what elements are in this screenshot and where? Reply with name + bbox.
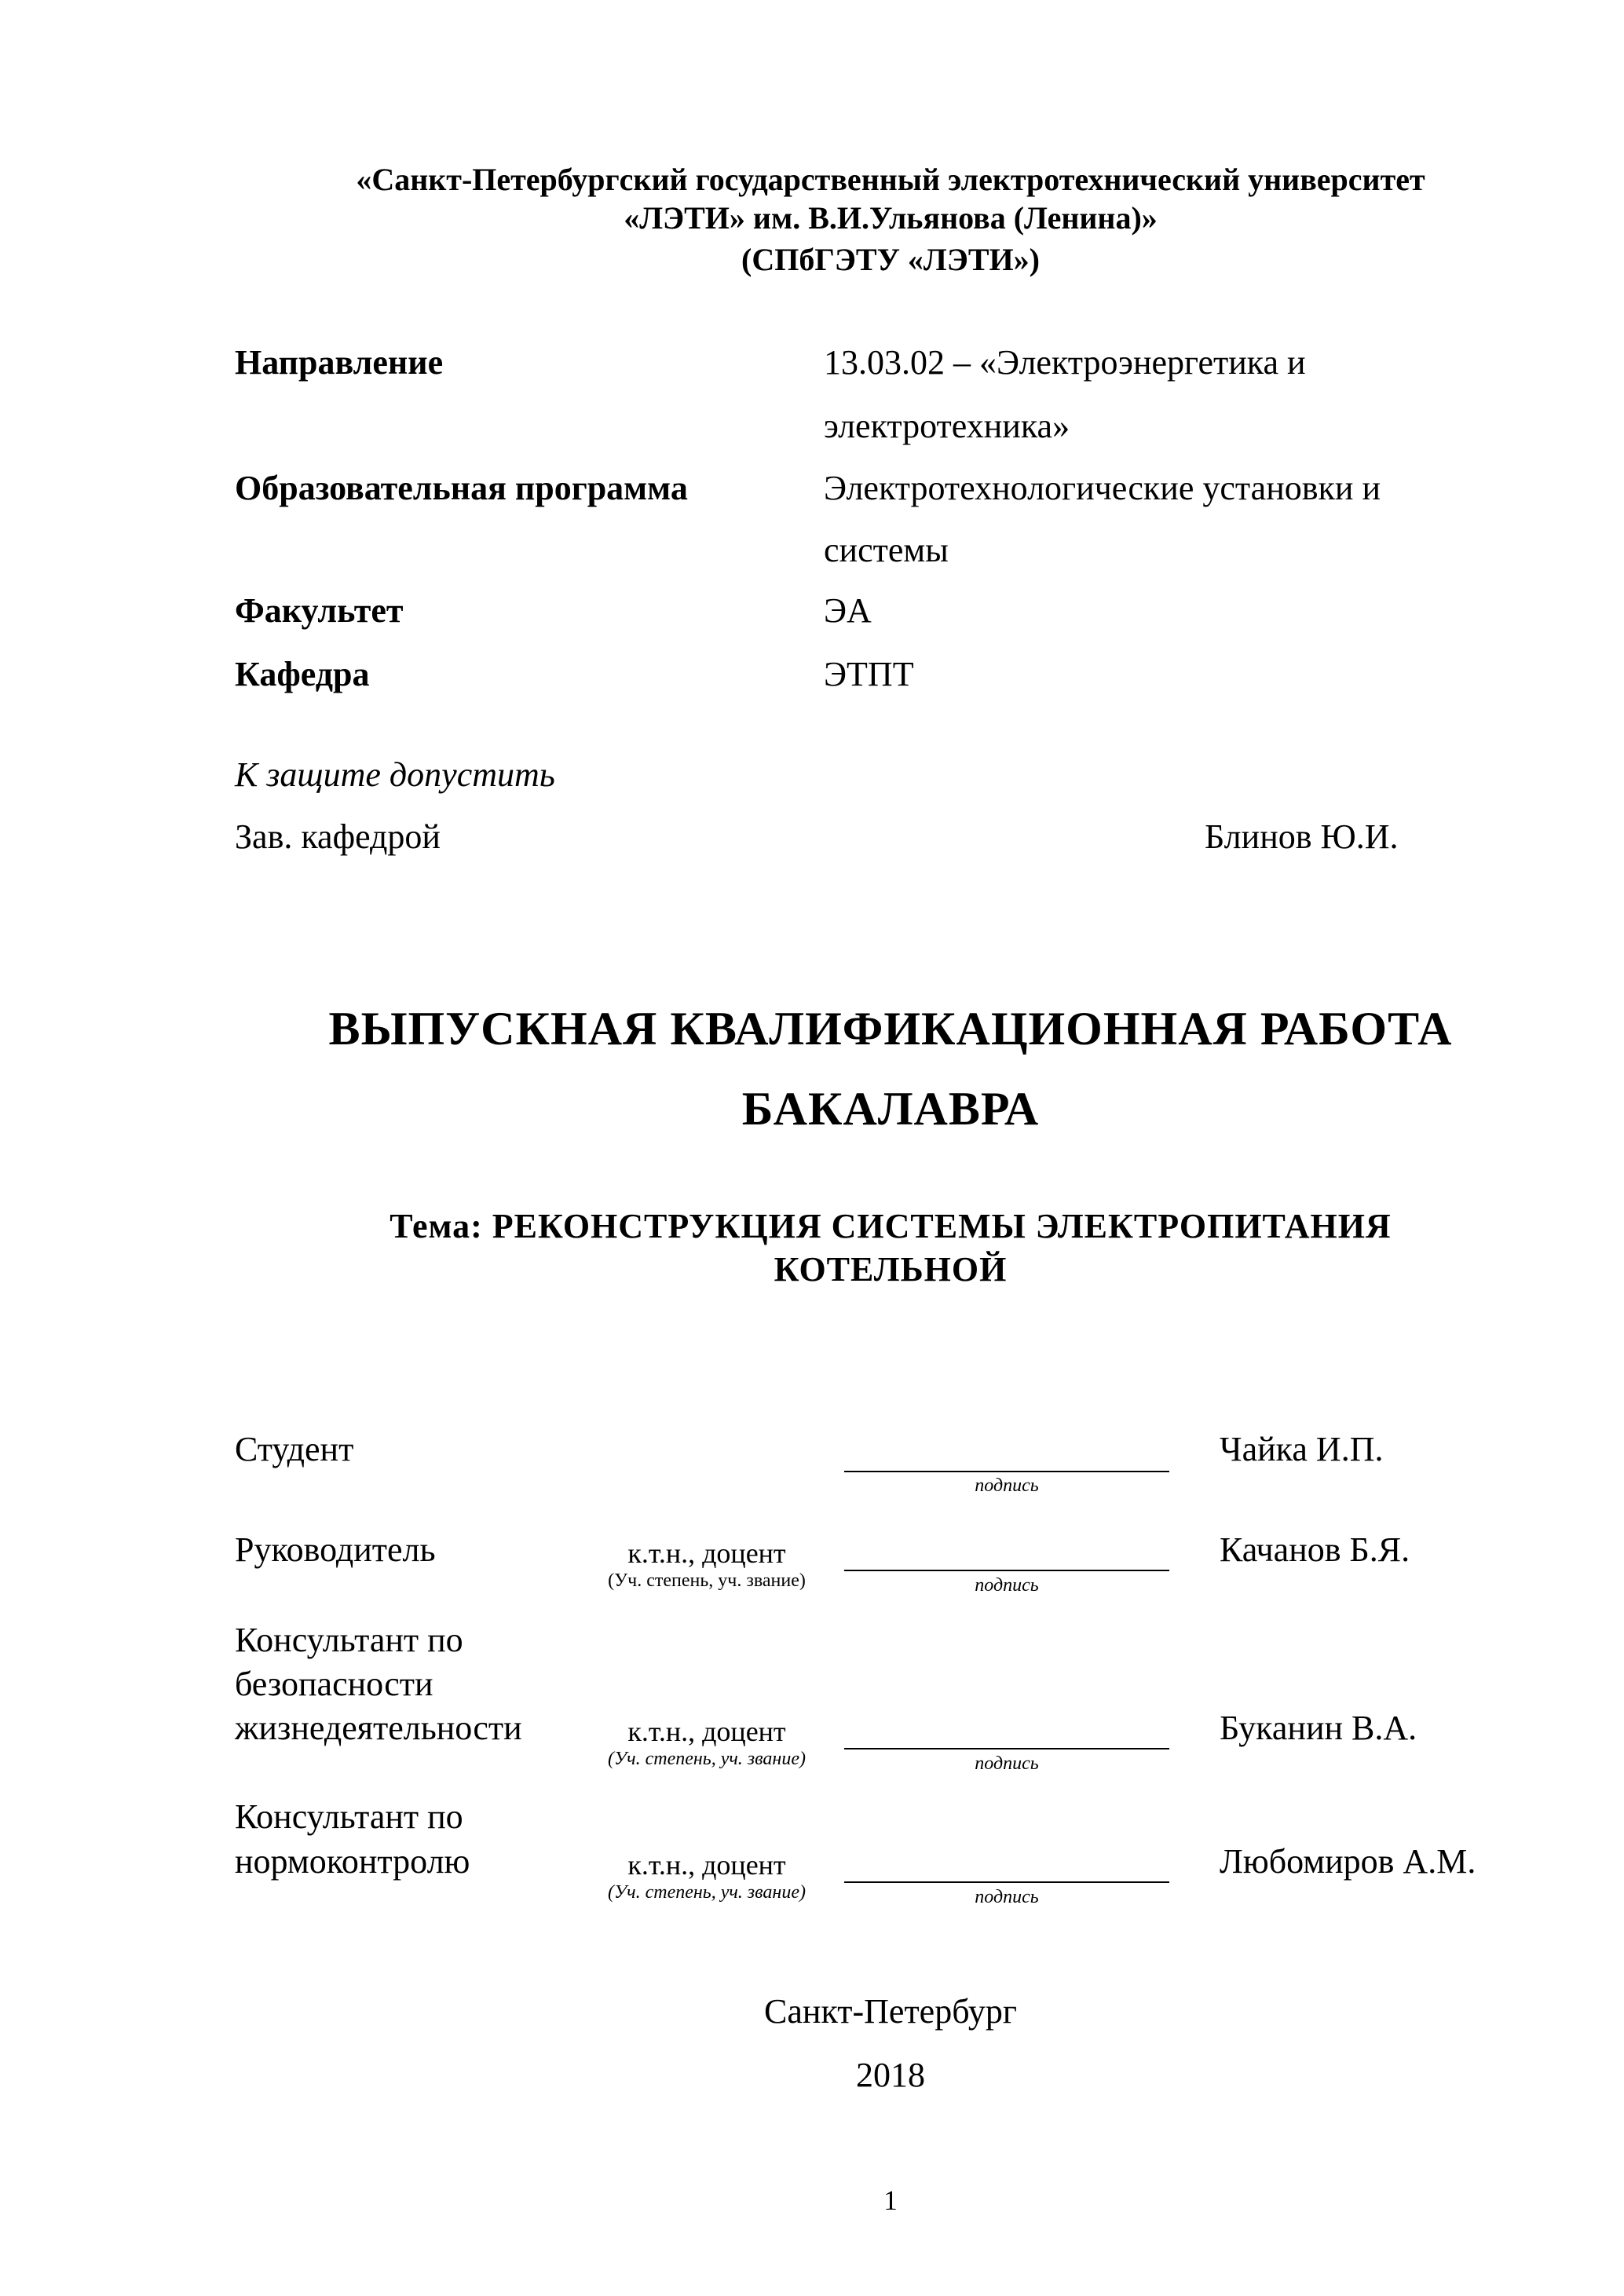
signature-hint: подпись xyxy=(975,1475,1039,1496)
approval-name: Блинов Ю.И. xyxy=(1205,817,1399,856)
degree: к.т.н., доцент xyxy=(627,1849,786,1881)
faculty-value: ЭА xyxy=(824,591,872,630)
role-label: нормоконтролю xyxy=(235,1842,470,1881)
signature-line xyxy=(844,1881,1169,1883)
signature-hint: подпись xyxy=(975,1575,1039,1596)
person-name: Любомиров А.М. xyxy=(1220,1842,1476,1881)
program-value-2: системы xyxy=(824,531,949,569)
role-label: Руководитель xyxy=(235,1530,436,1569)
role-label: Консультант по xyxy=(235,1797,463,1836)
header-line-3: (СПбГЭТУ «ЛЭТИ») xyxy=(741,242,1040,277)
role-label: безопасности xyxy=(235,1665,433,1703)
degree-hint: (Уч. степень, уч. звание) xyxy=(608,1749,806,1769)
person-name: Буканин В.А. xyxy=(1220,1709,1417,1747)
title-line-1: ВЫПУСКНАЯ КВАЛИФИКАЦИОННАЯ РАБОТА xyxy=(328,1003,1453,1055)
direction-value-2: электротехника» xyxy=(824,407,1070,445)
signature-line xyxy=(844,1570,1169,1571)
signature-hint: подпись xyxy=(975,1753,1039,1774)
department-label: Кафедра xyxy=(235,655,370,693)
role-label: жизнедеятельности xyxy=(235,1709,522,1747)
year: 2018 xyxy=(856,2056,925,2094)
direction-label: Направление xyxy=(235,343,444,382)
degree: к.т.н., доцент xyxy=(627,1537,786,1569)
header-line-1: «Санкт-Петербургский государственный электротехнический университет xyxy=(356,162,1425,197)
direction-value-1: 13.03.02 – «Электроэнергетика и xyxy=(824,343,1306,382)
program-value-1: Электротехнологические установки и xyxy=(824,469,1381,507)
faculty-label: Факультет xyxy=(235,591,404,630)
page-number: 1 xyxy=(883,2184,898,2216)
theme-line-1: Тема: РЕКОНСТРУКЦИЯ СИСТЕМЫ ЭЛЕКТРОПИТАНИЯ xyxy=(390,1207,1392,1245)
department-value: ЭТПТ xyxy=(824,655,914,693)
signature-line xyxy=(844,1748,1169,1749)
program-label: Образовательная программа xyxy=(235,469,688,507)
theme-line-2: КОТЕЛЬНОЙ xyxy=(774,1250,1008,1289)
signature-hint: подпись xyxy=(975,1887,1039,1907)
role-label: Консультант по xyxy=(235,1621,463,1659)
degree-hint: (Уч. степень, уч. звание) xyxy=(608,1570,806,1591)
header-line-2: «ЛЭТИ» им. В.И.Ульянова (Ленина)» xyxy=(624,200,1158,236)
title-line-2: БАКАЛАВРА xyxy=(741,1083,1040,1135)
signature-line xyxy=(844,1471,1169,1472)
city: Санкт-Петербург xyxy=(764,1992,1017,2031)
person-name: Чайка И.П. xyxy=(1220,1430,1384,1468)
approval-role: Зав. кафедрой xyxy=(235,817,441,856)
degree-hint: (Уч. степень, уч. звание) xyxy=(608,1882,806,1903)
approval-note: К защите допустить xyxy=(235,755,555,794)
person-name: Качанов Б.Я. xyxy=(1220,1530,1410,1569)
degree: к.т.н., доцент xyxy=(627,1716,786,1747)
role-label: Студент xyxy=(235,1430,354,1468)
